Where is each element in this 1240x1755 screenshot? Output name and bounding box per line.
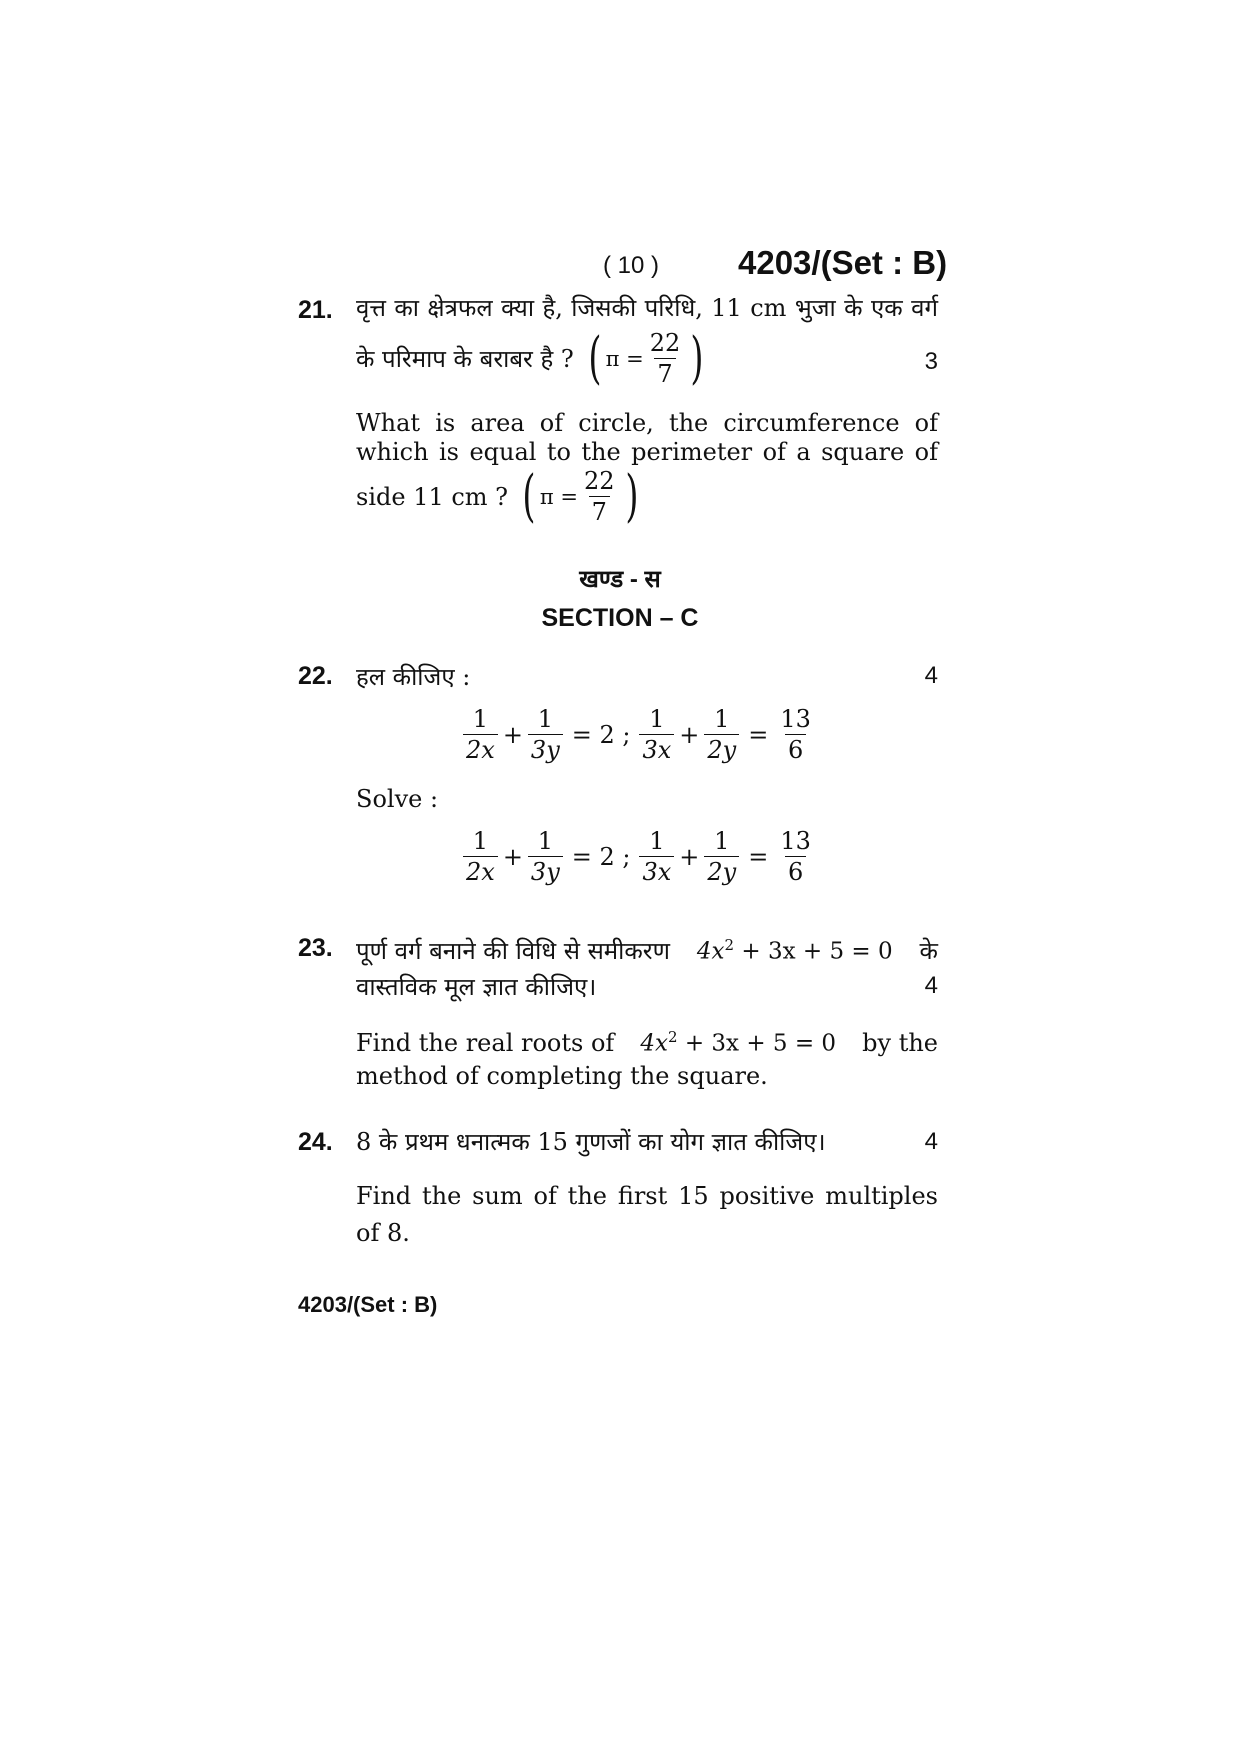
hindi-line: पूर्ण वर्ग बनाने की विधि से समीकरण	[356, 936, 670, 965]
right-paren: )	[690, 325, 704, 391]
pi-value	[584, 325, 708, 391]
numerator: 1	[649, 827, 665, 855]
question-english-text: What is area of circle, the circumference of	[356, 409, 938, 437]
numerator: 22	[584, 467, 615, 495]
fraction	[777, 826, 814, 887]
english-line: by the	[862, 1028, 938, 1057]
denominator: 2x	[463, 734, 498, 765]
question-hindi-text	[356, 325, 708, 391]
operator: +	[679, 842, 700, 871]
operator: =	[748, 720, 769, 749]
fraction	[704, 704, 739, 765]
question-number: 21.	[298, 296, 333, 324]
marks: 4	[924, 972, 938, 999]
hindi-word: के	[919, 936, 938, 965]
denominator: 2x	[463, 856, 498, 887]
numerator: 13	[780, 827, 811, 855]
term: 4x	[640, 1030, 668, 1057]
equation	[460, 704, 817, 765]
hindi-line: के परिमाप के बराबर है ?	[356, 345, 574, 373]
numerator: 1	[714, 705, 730, 733]
numerator: 1	[714, 827, 730, 855]
denominator: 6	[785, 856, 806, 887]
english-line: Find the real roots of	[356, 1028, 615, 1057]
denominator: 2y	[704, 856, 739, 887]
denominator: 7	[654, 358, 675, 389]
page-number: ( 10 )	[603, 252, 660, 279]
fraction	[528, 704, 563, 765]
question-english-text	[356, 463, 642, 529]
denominator: 2y	[704, 734, 739, 765]
fraction	[777, 704, 814, 765]
operator: =	[748, 842, 769, 871]
fraction	[528, 826, 563, 887]
equation	[460, 826, 817, 887]
term: + 3x + 5 = 0	[734, 938, 893, 965]
numerator: 1	[472, 827, 489, 855]
marks: 4	[924, 662, 938, 689]
operator: = 2 ;	[571, 720, 631, 749]
question-hindi-text: वास्तविक मूल ज्ञात कीजिए।	[356, 973, 597, 1001]
paper-code: 4203/(Set : B)	[738, 244, 948, 281]
numerator: 22	[649, 329, 681, 357]
marks: 3	[924, 348, 938, 375]
left-paren: (	[522, 463, 536, 529]
question-english-text: method of completing the square.	[356, 1062, 768, 1090]
footer-paper-code: 4203/(Set : B)	[298, 1292, 438, 1317]
exponent: 2	[667, 1028, 678, 1046]
section-heading: SECTION – C	[541, 604, 699, 632]
operator: = 2 ;	[571, 842, 631, 871]
quadratic-equation	[640, 1022, 836, 1059]
question-english-text: of 8.	[356, 1219, 410, 1247]
numerator: 1	[537, 705, 553, 733]
english-line: side 11 cm ?	[356, 482, 509, 511]
right-paren: )	[624, 463, 639, 529]
question-number: 24.	[298, 1128, 333, 1156]
operator: +	[502, 842, 523, 871]
fraction	[639, 704, 674, 765]
fraction	[639, 826, 674, 887]
pi-value	[518, 463, 642, 529]
pi-fraction	[581, 466, 618, 527]
quadratic-equation	[697, 930, 893, 967]
numerator: 1	[472, 705, 489, 733]
question-english-text	[356, 1022, 938, 1059]
question-english-text: which is equal to the perimeter of a square of	[356, 438, 938, 466]
question-number: 22.	[298, 662, 333, 690]
fraction	[463, 704, 498, 765]
question-hindi-text: हल कीजिए :	[356, 663, 471, 691]
fraction	[704, 826, 739, 887]
marks: 4	[924, 1128, 938, 1155]
operator: +	[502, 720, 523, 749]
question-number: 23.	[298, 934, 333, 962]
section-heading-hindi: खण्ड - स	[579, 566, 661, 593]
pi-fraction	[647, 328, 684, 389]
question-hindi-text: वृत्त का क्षेत्रफल क्या है, जिसकी परिधि, 11 cm भुजा के एक वर्ग	[356, 294, 938, 322]
question-hindi-text	[356, 930, 938, 967]
denominator: 3y	[528, 856, 563, 887]
numerator: 1	[537, 827, 553, 855]
exponent: 2	[724, 936, 735, 954]
fraction	[463, 826, 498, 887]
pi-lhs: π =	[539, 484, 578, 509]
left-paren: (	[588, 325, 602, 391]
term: + 3x + 5 = 0	[677, 1030, 837, 1057]
denominator: 3y	[528, 734, 563, 765]
denominator: 3x	[639, 734, 674, 765]
denominator: 3x	[639, 856, 674, 887]
denominator: 6	[785, 734, 806, 765]
pi-lhs: π =	[605, 346, 644, 371]
numerator: 1	[649, 705, 665, 733]
question-english-text: Solve :	[356, 785, 439, 813]
denominator: 7	[589, 496, 610, 527]
operator: +	[679, 720, 700, 749]
question-english-text: Find the sum of the first 15 positive multiples	[356, 1182, 938, 1210]
numerator: 13	[780, 705, 811, 733]
term: 4x	[696, 938, 725, 965]
question-hindi-text: 8 के प्रथम धनात्मक 15 गुणजों का योग ज्ञात कीजिए।	[356, 1128, 826, 1156]
